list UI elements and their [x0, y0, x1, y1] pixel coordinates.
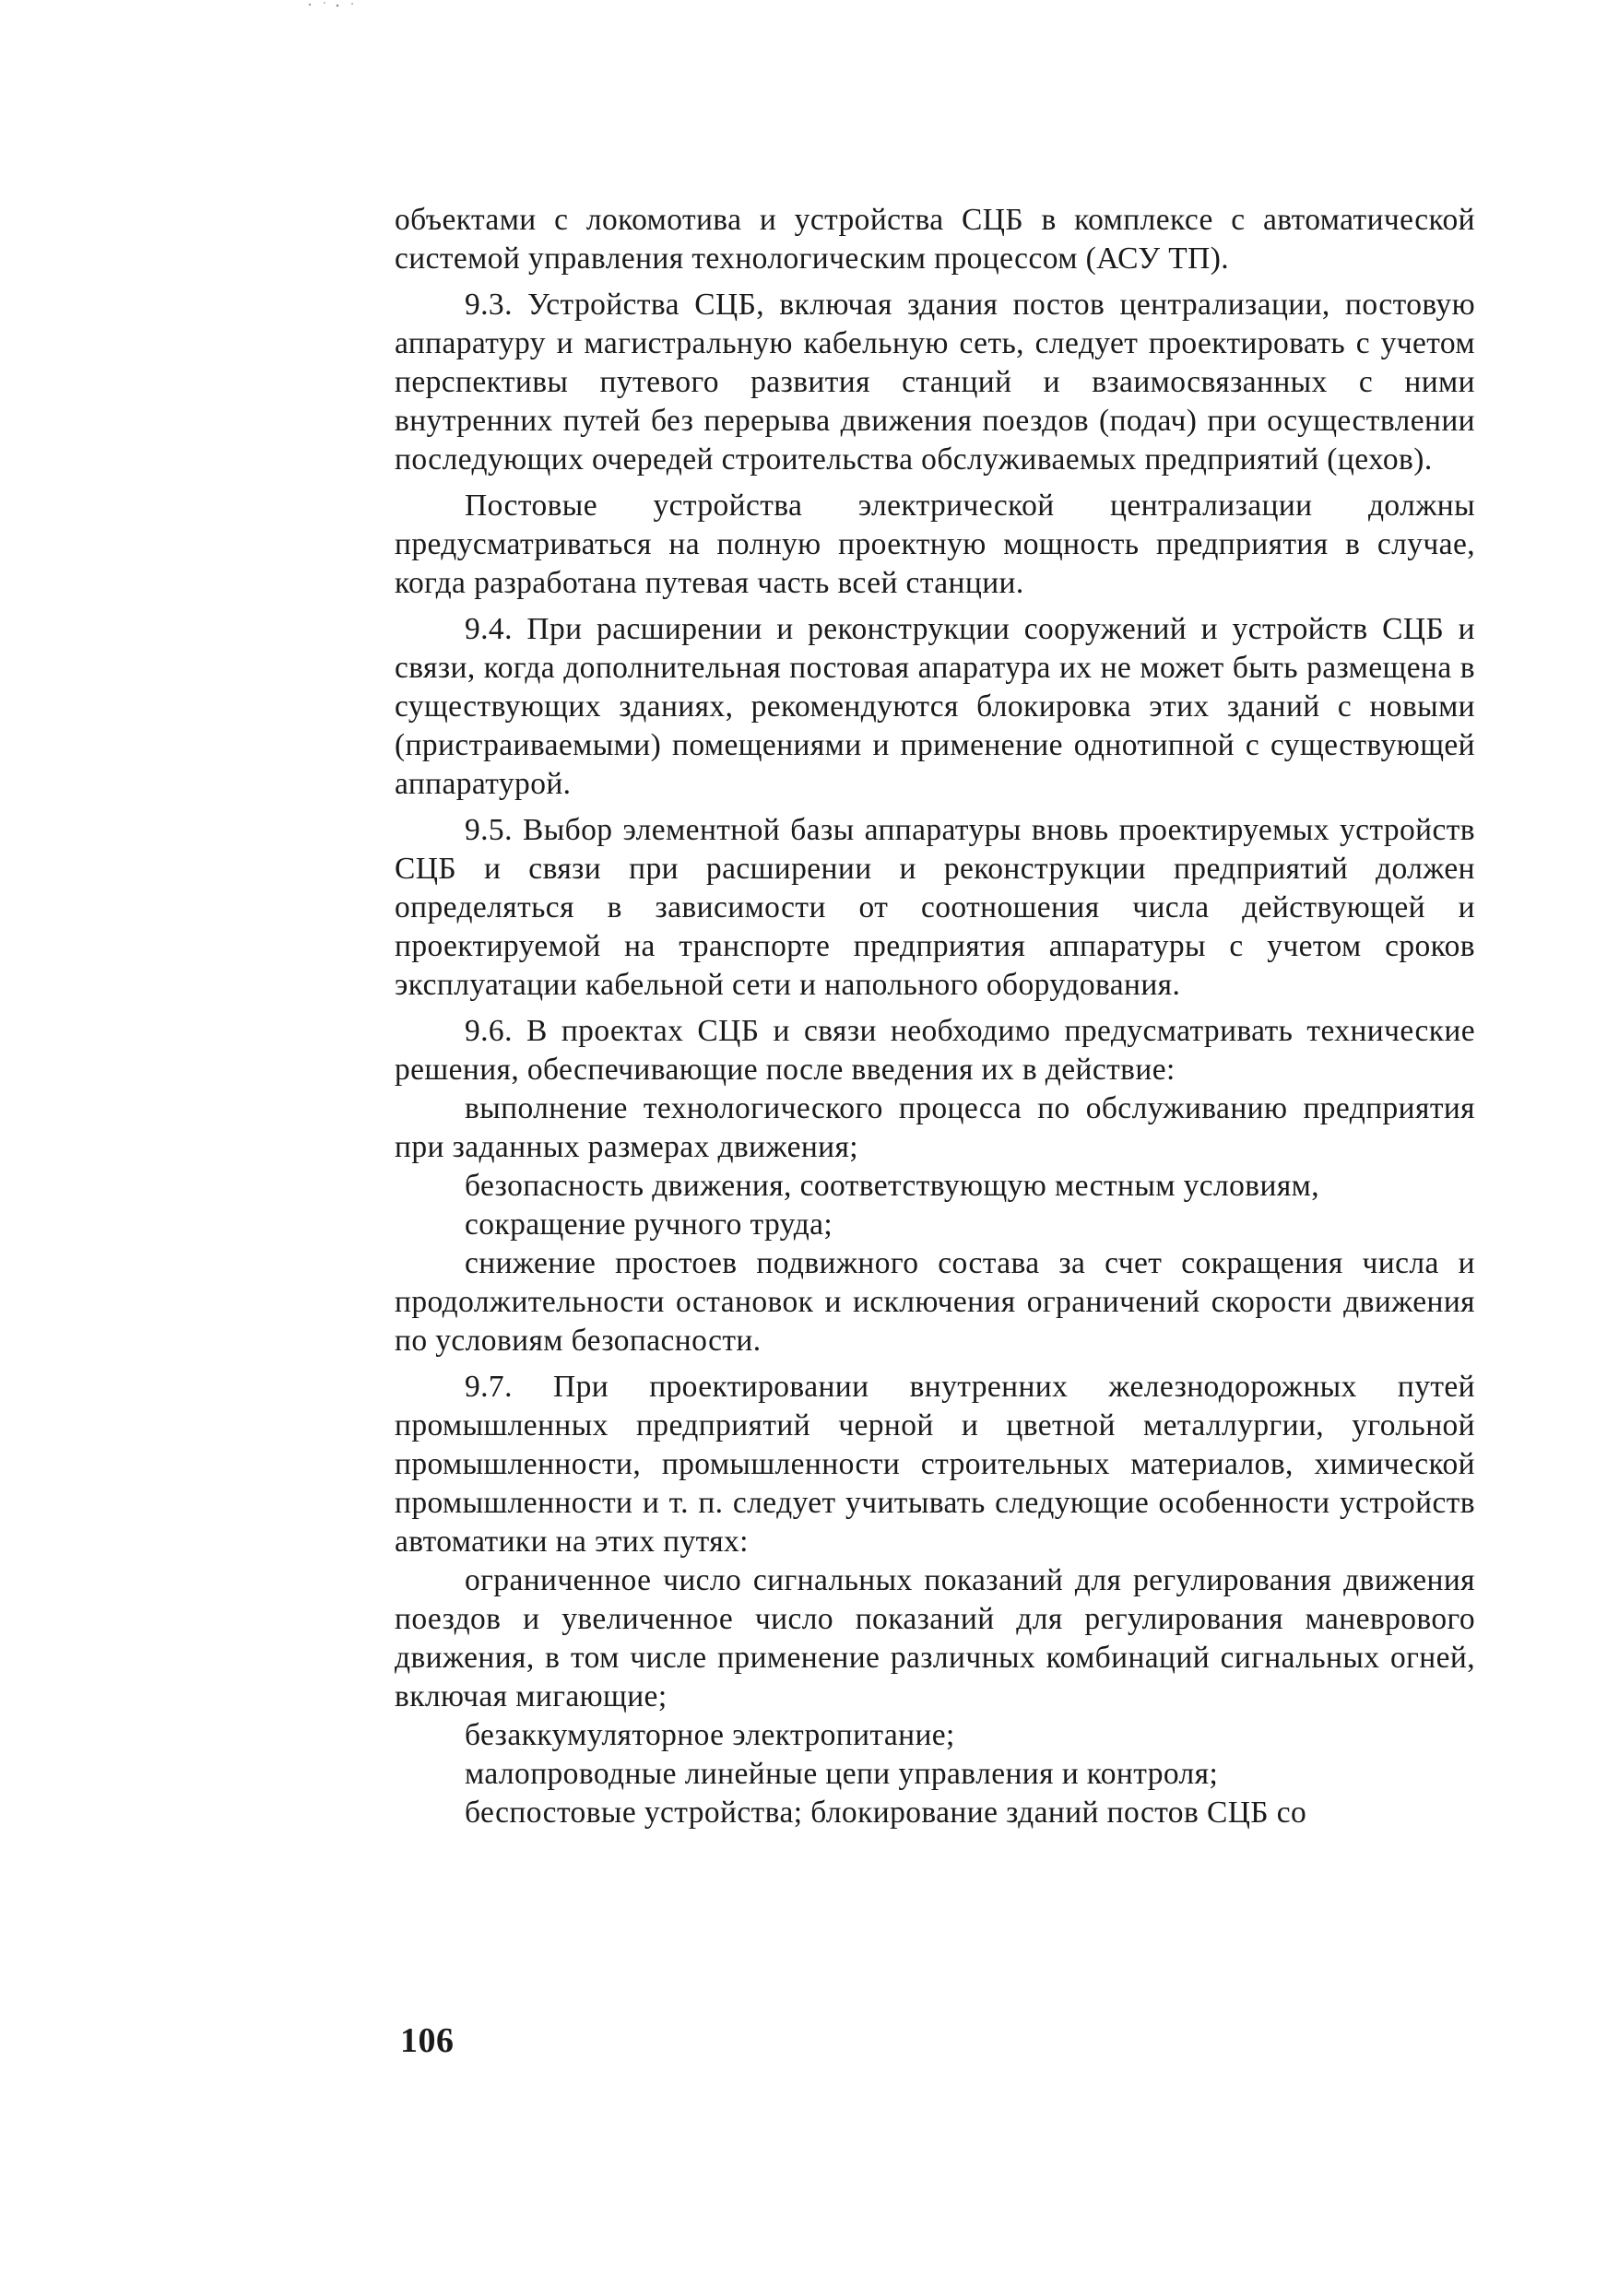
paragraph-9-4: 9.4. При расширении и реконструкции сооружений и устройств СЦБ и связи, когда дополнительная постовая апаратура их не может быть размещена в существующих зданиях, рекомендуются блокировка этих зданий с новыми (пристраиваемыми) помещениями и применение однотипной с существующей аппаратурой. [395, 612, 1475, 801]
list-item-vypolnenie: выполнение технологического процесса по обслуживанию предприятия при заданных размерах движения; [395, 1091, 1475, 1164]
body-text [395, 201, 1475, 1832]
paragraph-9-7: 9.7. При проектировании внутренних железнодорожных путей промышленных предприятий черной и цветной металлургии, угольной промышленности, промышленности строительных материалов, химической промышленности и т. п. следует учитывать следующие особенности устройств автоматики на этих путях: [395, 1370, 1475, 1559]
list-item-ogranichennoe: ограниченное число сигнальных показаний для регулирования движения поездов и увеличенное число показаний для регулирования маневрового движения, в том числе применение различных комбинаций сигнальных огней, включая мигающие; [395, 1563, 1475, 1713]
paragraph-9-3: 9.3. Устройства СЦБ, включая здания постов централизации, постовую аппаратуру и магистральную кабельную сеть, следует проектировать с учетом перспективы путевого развития станций и взаимосвязанных с ними внутренних путей без перерыва движения поездов (подач) при осуществлении последующих очередей строительства обслуживаемых предприятий (цехов). [395, 288, 1475, 477]
list-item-snizhenie: снижение простоев подвижного состава за счет сокращения числа и продолжительности остановок и исключения ограничений скорости движения по условиям безопасности. [395, 1246, 1475, 1358]
list-item-bespostovye: беспостовые устройства; блокирование зданий постов СЦБ со [465, 1796, 1307, 1830]
scan-artifact-marks [304, 0, 369, 11]
paragraph-postovye: Постовые устройства электрической централизации должны предусматриваться на полную проектную мощность предприятия в случае, когда разработана путевая часть всей станции. [395, 489, 1475, 600]
list-item-maloprovodnye: малопроводные линейные цепи управления и контроля; [465, 1757, 1219, 1791]
list-item-bezopasnost: безопасность движения, соответствующую местным условиям, [465, 1169, 1320, 1203]
paragraph-9-6: 9.6. В проектах СЦБ и связи необходимо предусматривать технические решения, обеспечивающие после введения их в действие: [395, 1014, 1475, 1087]
paragraph-intro: объектами с локомотива и устройства СЦБ в комплексе с автоматической системой управления технологическим процессом (АСУ ТП). [395, 203, 1475, 276]
page-number: 106 [400, 2021, 455, 2060]
list-item-bezakkumulyatornoe: безаккумуляторное электропитание; [465, 1718, 955, 1752]
paragraph-9-5: 9.5. Выбор элементной базы аппаратуры вновь проектируемых устройств СЦБ и связи при расширении и реконструкции предприятий должен определяться в зависимости от соотношения числа действующей и проектируемой на транспорте предприятия аппаратуры с учетом сроков эксплуатации кабельной сети и напольного оборудования. [395, 813, 1475, 1002]
list-item-sokrashchenie: сокращение ручного труда; [465, 1207, 833, 1242]
